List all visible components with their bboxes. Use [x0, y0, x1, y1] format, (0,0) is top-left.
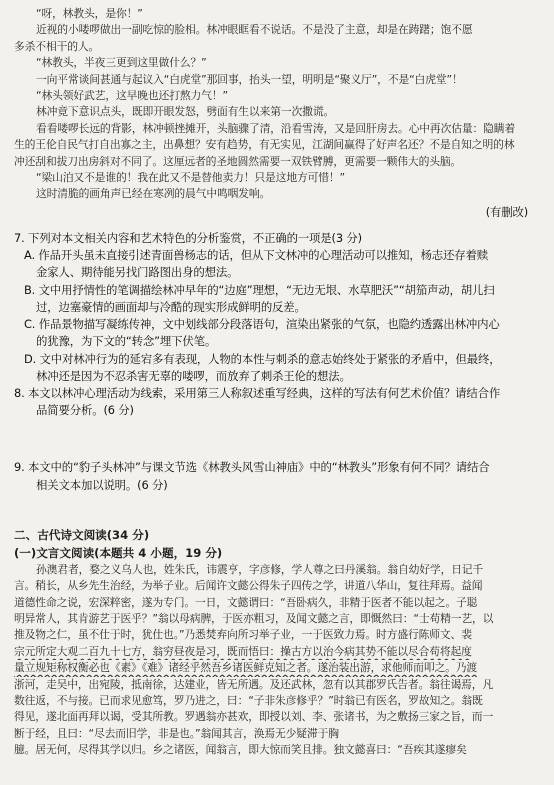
option-c-cont: 的犹豫，为下文的“转念”埋下伏笔。 [36, 334, 217, 349]
story-line: “林教头，半夜三更到这里做什么？” [36, 56, 207, 70]
passage-line: 明异常人，其肯游艺于医乎？”翁以母病脾，于医亦粗习，及闻文懿之言，即慨然曰：“士苟精一艺，以 [14, 611, 494, 625]
story-line: “梁山泊又不是谁的！我在此又不是替他卖力！只是这地方可惜！” [36, 171, 345, 185]
option-d: D. 文中对林冲行为的延宕多有表现，人物的本性与刺杀的意志始终处于紧张的矛盾中，但最终， [24, 351, 501, 366]
option-b: B. 文中用抒情性的笔调描绘林冲早年的“边庭”理想，“无边无垠、水草肥沃”“胡笳声动，胡儿扫 [24, 282, 495, 297]
section-title: 二、古代诗文阅读(34 分) [14, 527, 150, 542]
passage-line: 断于经，且曰：“尽去而旧学，非是也。”翁闻其言，涣焉无少疑滞于胸 [14, 726, 339, 740]
passage-line: 道德性命之说，宏深粹密，遂为专门。一日，文懿谓曰：“吾卧病久，非精于医者不能以起之。子聪 [14, 595, 478, 609]
subsection-title: (一)文言文阅读(本题共 4 小题，19 分) [14, 545, 223, 560]
story-line: 生的王伦自民气打自出寡之主，出鼻想？安有趋势，有无实见，江湖间赢得了好声名还？不是自知之明的林 [14, 138, 515, 152]
story-line: 看看喽啰长远的背影，林冲顿挫摊开，头脑骤了清，沿看雪涛，又是回肝房去。心中再次估量：隐瞒着 [36, 121, 516, 135]
question-7-stem: 7. 下列对本文相关内容和艺术特色的分析鉴赏，不正确的一项是(3 分) [14, 231, 362, 246]
story-line: 林冲竟下意识点头，既即开眼发怒，劈面有生以来第一次撒谎。 [36, 105, 335, 119]
passage-line: 孙澳君者，婺之义乌人也，姓朱氏，讳震亨，字彦修，学人尊之曰丹溪翁。翁自幼好学，日记千 [36, 562, 484, 576]
story-line: 多杀不相干的人。 [14, 39, 100, 53]
question-9 [14, 459, 544, 493]
question-7 [14, 230, 544, 385]
passage-line: 言。稍长，从乡先生治经，为举子业。后闻许文懿公得朱子四传之学，讲道八华山，复往拜焉。益闻 [14, 579, 483, 593]
source-note: (有删改) [485, 204, 528, 219]
passage-line-underlined: 宗元所定大观二百九十七方，翁穷昼夜是习，既而悟曰：操古方以治今病其势不能以尽合苟将起度 [14, 644, 472, 658]
option-b-cont: 过，边塞豪情的画面却与冷酷的现实形成鲜明的反差。 [36, 299, 306, 314]
passage-line: 臆。居无何，尽得其学以归。乡之诸医，闻翁言，即大惊而笑且排。独文懿喜曰：“吾疾其遂瘳矣 [14, 743, 467, 757]
story-line: 冲还刮和拔刀出房斜对不同了。这厘远者的圣地圆然需要一双铁臂膊，更需要一颗伟大的头脑。 [14, 154, 462, 168]
passage-line: 数往返，不与接。已而求见愈笃，罗乃进之，曰：“子非朱彦修乎？”时翁已有医名，罗故知之。翁既 [14, 693, 483, 707]
passage-line: 推及物之仁，虽不仕于时，犹仕也。”乃悉焚弃向所习举子业，一于医致力焉。时方盛行陈师文、裴 [14, 628, 472, 642]
option-a: A. 作品开头虽未直接引述青面兽杨志的话，但从下文林冲的心理活动可以推知，杨志还存着赎 [24, 248, 489, 263]
question-8 [14, 385, 544, 419]
passage-line: 浙河，走吴中，出宛陵，抵南徐，达建业，皆无所遇。及还武林，忽有以其郡罗氏告者。翁往谒焉，凡 [14, 677, 494, 691]
story-line: 近视的小喽啰做出一副吃惊的脸相。林冲眼眶看不说话。不是没了主意，却是在踌躇；饱不愿 [36, 23, 473, 37]
classical-passage [14, 562, 544, 759]
story-excerpt [14, 6, 544, 221]
passage-line: 得见，遂北面再拜以谒，受其所教。罗遇翁亦甚欢，即授以刘、李、张诸书，为之敷扬三家之旨，而一 [14, 710, 494, 724]
story-line: “呀，林教头，是你！” [36, 7, 143, 20]
option-a-cont: 金家人、期待能另找门路图出身的想法。 [36, 265, 239, 280]
story-line: 这时清脆的画角声已经在寒冽的晨气中鸣咽发响。 [36, 187, 271, 201]
question-9-stem: 9. 本文中的“豹子头林冲”与课文节选《林教头风雪山神庙》中的“林教头”形象有何不同？请结合 [14, 460, 490, 475]
passage-line-underlined: 量立规矩称权衡必也《素》《难》诸经乎然吾乡诸医鲜克知之者。遂治装出游，求他师而叩之。乃渡 [14, 661, 478, 675]
question-8-stem-cont: 品简要分析。(6 分) [36, 403, 134, 418]
question-9-stem-cont: 相关文本加以说明。(6 分) [36, 477, 168, 492]
story-line: “林头领好武艺，这早晚也还打熬力气！” [36, 89, 228, 103]
question-8-stem: 8. 本文以林冲心理活动为线索，采用第三人称叙述重写经典，这样的写法有何艺术价值？请结合作 [14, 385, 501, 400]
option-d-cont: 林冲还是因为不忍杀害无辜的喽啰，而放弃了刺杀王伦的想法。 [36, 368, 351, 383]
story-line: 一向平常谈间甚通与起议入“白虎堂”那回事，抬头一望，明明是“聚义厅”，不是“白虎堂”！ [36, 72, 463, 86]
option-c: C. 作品景物描写凝练传神，文中划线部分段落语句，渲染出紧张的气氛，也隐约透露出林冲内心 [24, 317, 500, 332]
